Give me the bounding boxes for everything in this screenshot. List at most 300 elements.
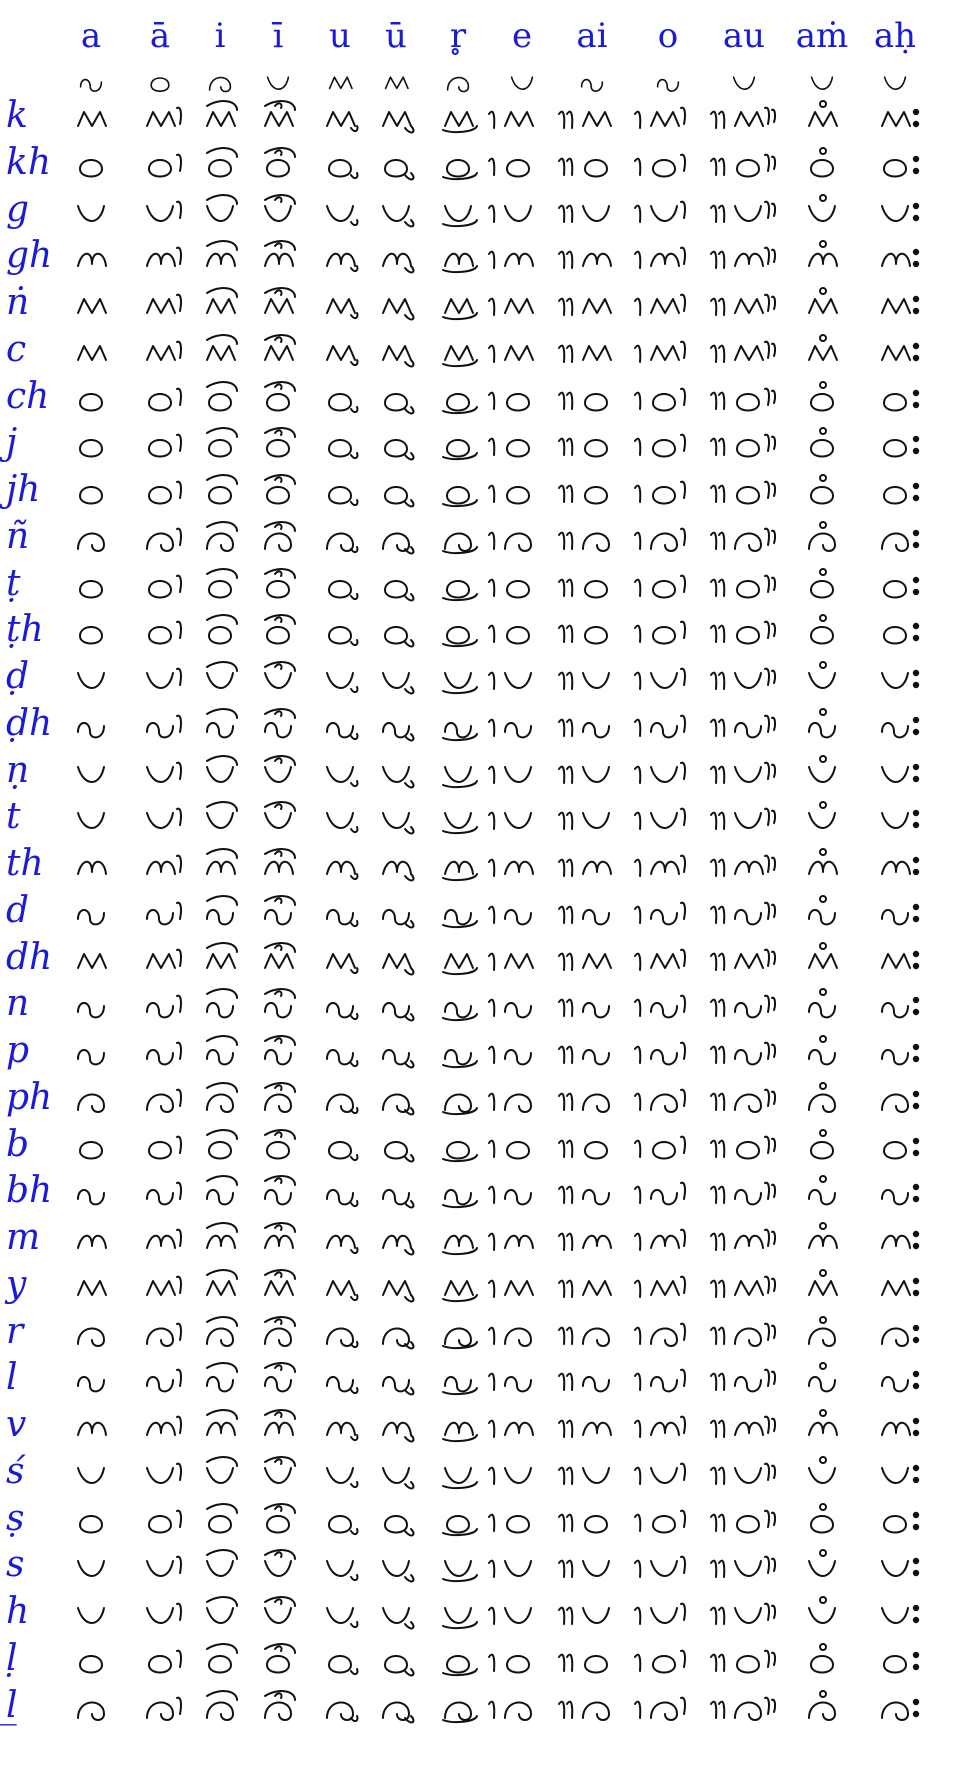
syllable-glyph xyxy=(787,1549,857,1585)
syllable-glyph xyxy=(633,1690,703,1726)
syllable-glyph xyxy=(787,1409,857,1445)
vowel-glyph xyxy=(709,64,779,100)
syllable-glyph xyxy=(709,708,779,744)
syllable-glyph xyxy=(361,988,431,1024)
syllable-glyph xyxy=(487,801,557,837)
syllable-glyph xyxy=(243,287,313,323)
consonant-label: t xyxy=(6,796,21,838)
syllable-glyph xyxy=(860,194,930,230)
consonant-label: p xyxy=(6,1030,30,1071)
syllable-glyph xyxy=(709,147,779,183)
syllable-glyph xyxy=(423,1596,493,1632)
syllable-glyph xyxy=(787,1269,857,1305)
consonant-label: l̲ xyxy=(6,1684,18,1726)
syllable-glyph xyxy=(633,988,703,1024)
syllable-glyph xyxy=(423,147,493,183)
syllable-glyph xyxy=(787,708,857,744)
syllable-glyph xyxy=(56,474,126,510)
syllable-glyph xyxy=(557,1409,627,1445)
syllable-glyph xyxy=(787,1082,857,1118)
syllable-glyph xyxy=(709,1082,779,1118)
syllable-glyph xyxy=(56,1222,126,1258)
syllable-glyph xyxy=(860,1549,930,1585)
syllable-glyph xyxy=(56,1362,126,1398)
syllable-glyph xyxy=(243,1456,313,1492)
syllable-glyph xyxy=(487,334,557,370)
syllable-glyph xyxy=(56,755,126,791)
consonant-label: ṣ xyxy=(6,1497,25,1539)
syllable-glyph xyxy=(709,801,779,837)
syllable-glyph xyxy=(243,1082,313,1118)
syllable-glyph xyxy=(633,287,703,323)
syllable-glyph xyxy=(633,1549,703,1585)
syllable-glyph xyxy=(709,1456,779,1492)
syllable-glyph xyxy=(487,147,557,183)
consonant-label: v xyxy=(6,1404,27,1445)
syllable-glyph xyxy=(243,194,313,230)
syllable-glyph xyxy=(243,1175,313,1211)
syllable-glyph xyxy=(56,614,126,650)
syllable-glyph xyxy=(787,1316,857,1352)
syllable-glyph xyxy=(633,240,703,276)
syllable-glyph xyxy=(633,661,703,697)
syllable-glyph xyxy=(557,848,627,884)
syllable-glyph xyxy=(423,988,493,1024)
syllable-glyph xyxy=(633,1082,703,1118)
syllable-glyph xyxy=(787,147,857,183)
consonant-label: ch xyxy=(6,375,50,417)
syllable-glyph xyxy=(56,942,126,978)
syllable-glyph xyxy=(361,100,431,136)
syllable-glyph xyxy=(361,1549,431,1585)
syllable-glyph xyxy=(633,1643,703,1679)
syllable-glyph xyxy=(709,287,779,323)
syllable-glyph xyxy=(860,1503,930,1539)
vowel-header: r̥ xyxy=(449,16,467,56)
syllable-glyph xyxy=(709,1596,779,1632)
consonant-label: s xyxy=(6,1544,25,1586)
syllable-glyph xyxy=(243,1316,313,1352)
consonant-label: ḍh xyxy=(6,702,53,744)
syllable-glyph xyxy=(633,1035,703,1071)
consonant-label: ñ xyxy=(6,515,30,557)
syllable-glyph xyxy=(423,381,493,417)
syllable-glyph xyxy=(787,1129,857,1165)
syllable-glyph xyxy=(633,1503,703,1539)
syllable-glyph xyxy=(709,942,779,978)
syllable-glyph xyxy=(487,1222,557,1258)
syllable-glyph xyxy=(243,1269,313,1305)
consonant-label: ph xyxy=(6,1076,53,1118)
syllable-glyph xyxy=(243,895,313,931)
syllable-glyph xyxy=(487,521,557,557)
syllable-glyph xyxy=(487,1596,557,1632)
syllable-glyph xyxy=(557,988,627,1024)
consonant-label: ṭ xyxy=(6,562,21,604)
syllable-glyph xyxy=(709,334,779,370)
syllable-glyph xyxy=(787,1362,857,1398)
consonant-label: jh xyxy=(6,469,41,510)
syllable-glyph xyxy=(487,848,557,884)
syllable-glyph xyxy=(633,1362,703,1398)
vowel-glyph xyxy=(633,64,703,100)
syllable-glyph xyxy=(56,801,126,837)
syllable-glyph xyxy=(633,521,703,557)
syllable-glyph xyxy=(487,1082,557,1118)
syllable-glyph xyxy=(787,1690,857,1726)
syllable-glyph xyxy=(709,614,779,650)
syllable-glyph xyxy=(709,1269,779,1305)
syllable-glyph xyxy=(487,568,557,604)
syllable-glyph xyxy=(56,848,126,884)
consonant-label: ḍ xyxy=(6,656,30,697)
syllable-glyph xyxy=(709,100,779,136)
syllable-glyph xyxy=(56,1269,126,1305)
syllable-glyph xyxy=(557,1269,627,1305)
syllable-glyph xyxy=(361,1316,431,1352)
syllable-glyph xyxy=(487,942,557,978)
syllable-glyph xyxy=(557,708,627,744)
syllable-glyph xyxy=(243,614,313,650)
syllable-glyph xyxy=(633,568,703,604)
vowel-header: u xyxy=(329,16,351,56)
syllable-glyph xyxy=(633,100,703,136)
consonant-label: ṇ xyxy=(6,749,30,791)
syllable-glyph xyxy=(361,1222,431,1258)
syllable-glyph xyxy=(423,942,493,978)
consonant-label: ś xyxy=(6,1450,25,1492)
syllable-glyph xyxy=(56,1503,126,1539)
syllable-glyph xyxy=(787,1175,857,1211)
syllable-glyph xyxy=(557,1456,627,1492)
syllable-glyph xyxy=(423,895,493,931)
syllable-glyph xyxy=(423,614,493,650)
syllable-glyph xyxy=(787,1456,857,1492)
syllable-glyph xyxy=(557,240,627,276)
syllable-glyph xyxy=(423,1690,493,1726)
syllable-glyph xyxy=(487,1409,557,1445)
syllable-glyph xyxy=(361,1409,431,1445)
syllable-glyph xyxy=(361,427,431,463)
syllable-glyph xyxy=(787,521,857,557)
syllable-glyph xyxy=(709,755,779,791)
syllable-glyph xyxy=(243,1035,313,1071)
syllable-glyph xyxy=(557,474,627,510)
syllable-glyph xyxy=(860,988,930,1024)
syllable-glyph xyxy=(423,474,493,510)
syllable-glyph xyxy=(709,521,779,557)
syllable-glyph xyxy=(423,1129,493,1165)
syllable-glyph xyxy=(361,1503,431,1539)
syllable-glyph xyxy=(56,661,126,697)
syllable-glyph xyxy=(557,755,627,791)
syllable-glyph xyxy=(423,1175,493,1211)
syllable-glyph xyxy=(361,661,431,697)
syllable-glyph xyxy=(243,661,313,697)
vowel-header: ū xyxy=(385,16,407,56)
syllable-glyph xyxy=(361,1269,431,1305)
syllable-glyph xyxy=(860,1269,930,1305)
syllable-glyph xyxy=(787,100,857,136)
syllable-glyph xyxy=(361,287,431,323)
syllable-glyph xyxy=(423,1362,493,1398)
syllable-glyph xyxy=(557,287,627,323)
syllable-glyph xyxy=(787,988,857,1024)
syllable-glyph xyxy=(860,614,930,650)
vowel-glyph xyxy=(787,64,857,100)
syllable-glyph xyxy=(487,895,557,931)
syllable-glyph xyxy=(487,1549,557,1585)
syllable-glyph xyxy=(487,287,557,323)
syllable-glyph xyxy=(557,147,627,183)
syllable-glyph xyxy=(787,1643,857,1679)
syllable-glyph xyxy=(243,240,313,276)
syllable-glyph xyxy=(56,1690,126,1726)
syllable-glyph xyxy=(709,1175,779,1211)
consonant-label: r xyxy=(6,1310,24,1352)
syllable-glyph xyxy=(423,568,493,604)
syllable-glyph xyxy=(633,147,703,183)
syllable-glyph xyxy=(423,1503,493,1539)
syllable-glyph xyxy=(361,194,431,230)
syllable-glyph xyxy=(557,568,627,604)
syllable-glyph xyxy=(557,614,627,650)
syllable-glyph xyxy=(423,521,493,557)
syllable-glyph xyxy=(709,427,779,463)
syllable-glyph xyxy=(361,708,431,744)
syllable-glyph xyxy=(557,427,627,463)
syllable-glyph xyxy=(56,1549,126,1585)
consonant-label: h xyxy=(6,1591,30,1632)
consonant-label: dh xyxy=(6,936,53,978)
syllable-glyph xyxy=(56,1175,126,1211)
syllable-glyph xyxy=(423,1035,493,1071)
syllable-glyph xyxy=(423,1316,493,1352)
syllable-glyph xyxy=(633,942,703,978)
vowel-header: o xyxy=(657,16,679,56)
syllable-glyph xyxy=(557,1549,627,1585)
syllable-glyph xyxy=(860,381,930,417)
consonant-label: k xyxy=(6,95,28,136)
syllable-glyph xyxy=(787,381,857,417)
vowel-header: ā xyxy=(149,16,171,56)
syllable-glyph xyxy=(243,147,313,183)
syllable-glyph xyxy=(423,334,493,370)
syllable-glyph xyxy=(709,1316,779,1352)
syllable-glyph xyxy=(56,708,126,744)
syllable-glyph xyxy=(709,848,779,884)
syllable-glyph xyxy=(56,1316,126,1352)
syllable-glyph xyxy=(487,1456,557,1492)
syllable-glyph xyxy=(56,240,126,276)
syllable-glyph xyxy=(423,848,493,884)
syllable-glyph xyxy=(557,100,627,136)
vowel-glyph xyxy=(361,64,431,100)
syllable-glyph xyxy=(487,381,557,417)
syllable-glyph xyxy=(487,194,557,230)
syllable-glyph xyxy=(243,100,313,136)
syllable-glyph xyxy=(56,1596,126,1632)
syllable-glyph xyxy=(709,194,779,230)
syllable-glyph xyxy=(487,988,557,1024)
syllable-glyph xyxy=(709,661,779,697)
syllable-glyph xyxy=(56,521,126,557)
vowel-glyph xyxy=(557,64,627,100)
syllable-glyph xyxy=(243,521,313,557)
syllable-glyph xyxy=(56,287,126,323)
syllable-glyph xyxy=(787,194,857,230)
syllable-glyph xyxy=(633,801,703,837)
syllable-glyph xyxy=(56,427,126,463)
consonant-label: y xyxy=(6,1263,27,1305)
syllable-glyph xyxy=(709,1222,779,1258)
syllable-glyph xyxy=(423,1082,493,1118)
syllable-glyph xyxy=(56,1409,126,1445)
consonant-label: ḷ xyxy=(6,1637,18,1679)
syllable-glyph xyxy=(860,1316,930,1352)
syllable-glyph xyxy=(787,895,857,931)
syllable-glyph xyxy=(243,848,313,884)
syllable-glyph xyxy=(557,1316,627,1352)
syllable-glyph xyxy=(56,100,126,136)
consonant-label: l xyxy=(6,1357,18,1399)
syllable-glyph xyxy=(860,1362,930,1398)
syllable-glyph xyxy=(860,1690,930,1726)
syllable-glyph xyxy=(361,474,431,510)
syllable-glyph xyxy=(860,801,930,837)
syllable-glyph xyxy=(709,895,779,931)
syllable-glyph xyxy=(709,1035,779,1071)
vowel-header: ī xyxy=(272,16,284,56)
syllable-glyph xyxy=(423,708,493,744)
syllable-glyph xyxy=(557,1362,627,1398)
syllable-glyph xyxy=(56,568,126,604)
syllable-glyph xyxy=(557,895,627,931)
syllable-glyph xyxy=(557,1643,627,1679)
syllable-glyph xyxy=(633,1175,703,1211)
syllable-glyph xyxy=(487,427,557,463)
syllable-glyph xyxy=(633,708,703,744)
consonant-label: gh xyxy=(6,235,53,277)
syllable-glyph xyxy=(860,1596,930,1632)
syllable-glyph xyxy=(243,1596,313,1632)
syllable-glyph xyxy=(243,1690,313,1726)
syllable-glyph xyxy=(487,1129,557,1165)
syllable-glyph xyxy=(633,755,703,791)
vowel-header: i xyxy=(214,16,226,56)
syllable-glyph xyxy=(860,1409,930,1445)
syllable-glyph xyxy=(361,334,431,370)
syllable-glyph xyxy=(56,1035,126,1071)
syllable-glyph xyxy=(633,194,703,230)
syllable-glyph xyxy=(709,381,779,417)
syllable-glyph xyxy=(423,1269,493,1305)
syllable-glyph xyxy=(361,1456,431,1492)
syllable-glyph xyxy=(860,942,930,978)
syllable-glyph xyxy=(860,427,930,463)
syllable-glyph xyxy=(709,1129,779,1165)
syllable-glyph xyxy=(361,801,431,837)
syllable-glyph xyxy=(361,1362,431,1398)
syllable-glyph xyxy=(557,194,627,230)
syllable-glyph xyxy=(557,801,627,837)
syllable-glyph xyxy=(709,568,779,604)
syllable-glyph xyxy=(423,801,493,837)
syllable-glyph xyxy=(56,334,126,370)
consonant-label: d xyxy=(6,889,30,931)
syllable-glyph xyxy=(243,334,313,370)
syllable-glyph xyxy=(423,1222,493,1258)
syllable-glyph xyxy=(633,1316,703,1352)
consonant-label: c xyxy=(6,328,27,370)
syllable-glyph xyxy=(633,381,703,417)
syllable-glyph xyxy=(361,755,431,791)
syllable-glyph xyxy=(487,1503,557,1539)
syllable-glyph xyxy=(633,848,703,884)
vowel-glyph xyxy=(56,64,126,100)
syllable-glyph xyxy=(787,240,857,276)
syllable-glyph xyxy=(860,1175,930,1211)
syllable-glyph xyxy=(787,568,857,604)
consonant-label: m xyxy=(6,1217,41,1258)
syllable-glyph xyxy=(557,1222,627,1258)
syllable-glyph xyxy=(361,614,431,650)
syllable-glyph xyxy=(709,1503,779,1539)
syllable-glyph xyxy=(243,1503,313,1539)
syllable-glyph xyxy=(243,1409,313,1445)
syllable-glyph xyxy=(860,1035,930,1071)
syllable-glyph xyxy=(787,942,857,978)
syllable-glyph xyxy=(633,1129,703,1165)
syllable-glyph xyxy=(633,614,703,650)
vowel-glyph xyxy=(860,64,930,100)
syllable-glyph xyxy=(423,661,493,697)
syllable-glyph xyxy=(860,568,930,604)
syllable-glyph xyxy=(361,1035,431,1071)
syllable-glyph xyxy=(787,1222,857,1258)
syllable-glyph xyxy=(860,100,930,136)
syllable-glyph xyxy=(243,427,313,463)
syllable-glyph xyxy=(243,988,313,1024)
consonant-label: j xyxy=(6,422,18,464)
vowel-header: e xyxy=(511,16,533,56)
syllable-glyph xyxy=(361,381,431,417)
syllable-glyph xyxy=(860,240,930,276)
syllable-glyph xyxy=(633,1269,703,1305)
consonant-label: n xyxy=(6,983,30,1025)
consonant-label: bh xyxy=(6,1170,53,1212)
syllable-glyph xyxy=(361,1175,431,1211)
syllable-glyph xyxy=(487,1643,557,1679)
syllable-glyph xyxy=(487,474,557,510)
syllable-glyph xyxy=(787,1035,857,1071)
syllable-glyph xyxy=(243,801,313,837)
syllable-glyph xyxy=(709,1643,779,1679)
syllable-glyph xyxy=(56,895,126,931)
vowel-header: ai xyxy=(576,16,608,56)
syllable-glyph xyxy=(557,334,627,370)
syllable-glyph xyxy=(423,1549,493,1585)
consonant-label: ṭh xyxy=(6,609,44,651)
syllable-glyph xyxy=(487,100,557,136)
syllable-glyph xyxy=(361,568,431,604)
syllable-glyph xyxy=(56,147,126,183)
syllable-glyph xyxy=(361,848,431,884)
syllable-glyph xyxy=(787,755,857,791)
syllable-glyph xyxy=(423,100,493,136)
syllable-glyph xyxy=(361,942,431,978)
syllable-glyph xyxy=(633,427,703,463)
